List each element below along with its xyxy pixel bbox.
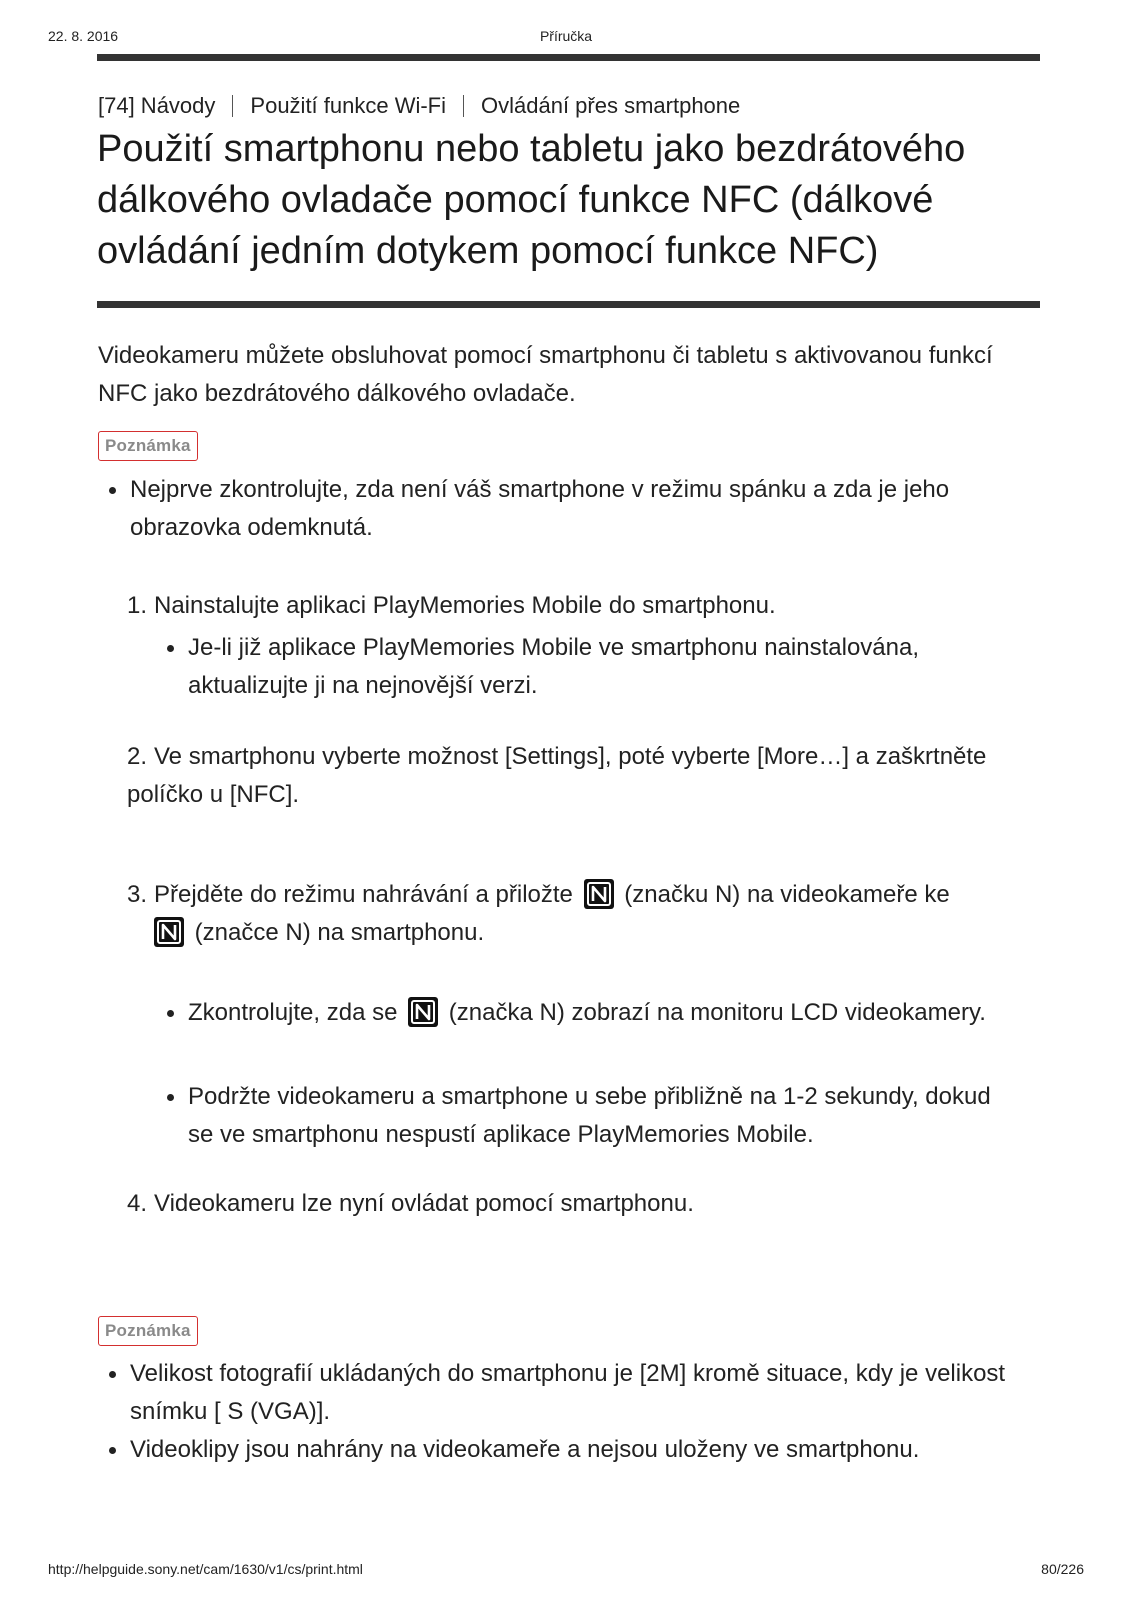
step-4 [127,1185,1020,1223]
step-text: Nainstalujte aplikaci PlayMemories Mobile do smartphonu. [154,592,776,619]
note-bullet: Velikost fotografií ukládaných do smartphonu je [2M] kromě situace, kdy je velikost snímku [ S (VGA)]. [130,1355,1020,1431]
nfc-n-mark-icon [154,917,184,947]
title-divider [97,301,1040,308]
step-number: 1. [127,592,148,619]
step-text-a: Přejděte do režimu nahrávání a přiložte [154,881,573,908]
step-3-cont [127,914,1020,952]
note-bullet: Nejprve zkontrolujte, zda není váš smartphone v režimu spánku a zda je jeho obrazovka odemknutá. [130,471,1020,547]
breadcrumb-item-guides[interactable]: [74] Návody [98,93,216,118]
step-2 [127,738,1020,814]
sub-text-a: Zkontrolujte, zda se [188,999,398,1026]
note-bullet: Videoklipy jsou nahrány na videokameře a nejsou uloženy ve smartphonu. [130,1431,1020,1469]
step-1-sub-bullet: Je-li již aplikace PlayMemories Mobile ve smartphonu nainstalována, aktualizujte ji na nejnovější verzi. [188,629,1020,705]
page-title: Použití smartphonu nebo tabletu jako bezdrátového dálkového ovladače pomocí funkce NFC (dálkové ovládání jedním dotykem pomocí funkce NFC) [97,128,966,272]
step-3-sub-bullet-1 [188,994,1020,1032]
footer-url: http://helpguide.sony.net/cam/1630/v1/cs/print.html [48,1561,363,1577]
nfc-n-mark-icon [584,879,614,909]
print-date: 22. 8. 2016 [48,28,119,44]
step-number: 2. [127,743,148,770]
note-label: Poznámka [98,431,198,461]
step-3-sub-bullet-2: Podržte videokameru a smartphone u sebe přibližně na 1-2 sekundy, dokud se ve smartphonu nespustí aplikace PlayMemories Mobile. [188,1078,1020,1154]
breadcrumb-separator [463,95,464,117]
top-divider [97,54,1040,61]
breadcrumb-item-wifi[interactable]: Použití funkce Wi-Fi [250,93,447,118]
nfc-n-mark-icon [408,997,438,1027]
page-number: 80/226 [1041,1561,1084,1577]
step-number: 4. [127,1190,148,1217]
step-1 [127,587,1020,625]
step-text-c: (značce N) na smartphonu. [194,919,485,946]
breadcrumb-item-smartphone-control[interactable]: Ovládání přes smartphone [481,93,741,118]
note-label: Poznámka [98,1316,198,1346]
step-number: 3. [127,881,148,908]
intro-paragraph: Videokameru můžete obsluhovat pomocí smartphonu či tabletu s aktivovanou funkcí NFC jako bezdrátového dálkového ovladače. [98,342,993,407]
step-text: Videokameru lze nyní ovládat pomocí smartphonu. [154,1190,694,1217]
print-title: Příručka [539,28,593,44]
breadcrumb [98,93,740,119]
step-3 [127,876,1020,914]
breadcrumb-separator [232,95,233,117]
step-text-b: (značku N) na videokameře ke [624,881,950,908]
step-text: Ve smartphonu vyberte možnost [Settings], poté vyberte [More…] a zaškrtněte políčko u [NFC]. [127,743,987,808]
sub-text-b: (značka N) zobrazí na monitoru LCD videokamery. [448,999,986,1026]
